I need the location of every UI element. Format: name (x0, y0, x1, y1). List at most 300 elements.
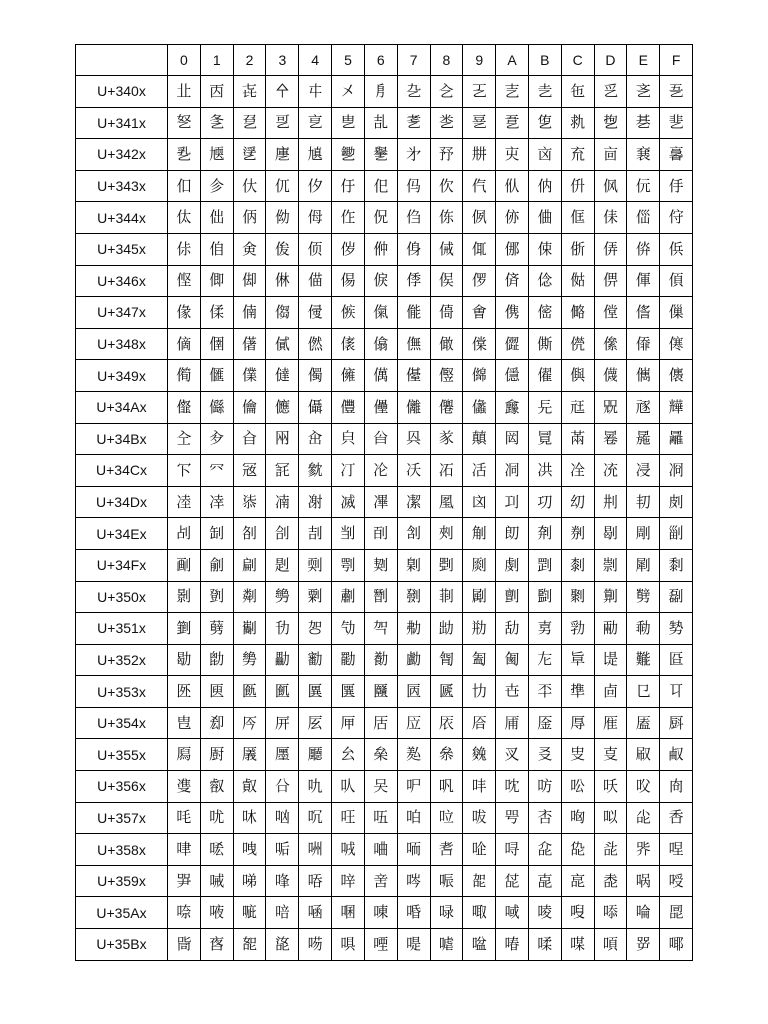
glyph-cell: 㑏 (660, 202, 693, 234)
glyph-cell: 㓢 (233, 518, 266, 550)
glyph-cell: 㖿 (660, 929, 693, 961)
glyph-cell: 㐄 (299, 76, 332, 108)
glyph-cell: 㖕 (332, 865, 365, 897)
glyph-cell: 㒗 (397, 360, 430, 392)
glyph-cell: 㑋 (528, 202, 561, 234)
glyph-cell: 㖉 (463, 834, 496, 866)
table-row (76, 739, 693, 771)
row-header: U+348x (76, 328, 168, 360)
glyph-cell: 㒭 (594, 391, 627, 423)
glyph-cell: 㖐 (168, 865, 201, 897)
row-header: U+345x (76, 233, 168, 265)
glyph-cell: 㕀 (168, 707, 201, 739)
glyph-cell: 㒪 (496, 391, 529, 423)
glyph-cell: 㖰 (168, 929, 201, 961)
glyph-cell: 㑠 (168, 265, 201, 297)
glyph-cell: 㔘 (430, 613, 463, 645)
glyph-cell: 㒟 (660, 360, 693, 392)
table-row (76, 707, 693, 739)
column-header-row (76, 45, 693, 76)
row-header: U+34Ex (76, 518, 168, 550)
glyph-cell: 㖪 (496, 897, 529, 929)
glyph-cell: 㔟 (660, 613, 693, 645)
glyph-cell: 㔾 (627, 676, 660, 708)
table-row (76, 202, 693, 234)
glyph-cell: 㕜 (561, 739, 594, 771)
glyph-cell: 㔆 (364, 581, 397, 613)
glyph-cell: 㖆 (364, 834, 397, 866)
glyph-cell: 㐑 (200, 107, 233, 139)
glyph-cell: 㐷 (397, 170, 430, 202)
table-row (76, 423, 693, 455)
glyph-cell: 㐼 (561, 170, 594, 202)
glyph-cell: 㓮 (627, 518, 660, 550)
glyph-cell: 㑐 (168, 233, 201, 265)
glyph-cell: 㒕 (332, 360, 365, 392)
glyph-cell: 㔸 (430, 676, 463, 708)
glyph-cell: 㓶 (364, 549, 397, 581)
glyph-cell: 㑄 (299, 202, 332, 234)
glyph-cell: 㒯 (660, 391, 693, 423)
glyph-cell: 㖋 (528, 834, 561, 866)
glyph-cell: 㐠 (168, 139, 201, 171)
glyph-cell: 㖽 (594, 929, 627, 961)
glyph-cell: 㓓 (266, 486, 299, 518)
glyph-cell: 㖂 (233, 834, 266, 866)
glyph-cell: 㕄 (299, 707, 332, 739)
glyph-cell: 㐭 (594, 139, 627, 171)
glyph-cell: 㖁 (200, 834, 233, 866)
row-header: U+359x (76, 865, 168, 897)
glyph-cell: 㔥 (332, 644, 365, 676)
glyph-cell: 㑲 (233, 297, 266, 329)
glyph-cell: 㓳 (266, 549, 299, 581)
glyph-cell: 㕵 (332, 802, 365, 834)
glyph-cell: 㒎 (627, 328, 660, 360)
glyph-cell: 㐌 (561, 76, 594, 108)
glyph-cell: 㖥 (332, 897, 365, 929)
glyph-cell: 㐴 (299, 170, 332, 202)
glyph-cell: 㔍 (594, 581, 627, 613)
glyph-cell: 㖹 (463, 929, 496, 961)
glyph-cell: 㔝 (594, 613, 627, 645)
glyph-cell: 㒄 (299, 328, 332, 360)
glyph-cell: 㑔 (299, 233, 332, 265)
glyph-cell: 㓂 (233, 455, 266, 487)
glyph-cell: 㓍 (594, 455, 627, 487)
glyph-cell: 㔬 (561, 644, 594, 676)
glyph-cell: 㔭 (594, 644, 627, 676)
glyph-cell: 㕏 (660, 707, 693, 739)
glyph-cell: 㖸 (430, 929, 463, 961)
table-row (76, 391, 693, 423)
glyph-cell: 㕒 (233, 739, 266, 771)
glyph-cell: 㐺 (496, 170, 529, 202)
glyph-cell: 㖄 (299, 834, 332, 866)
glyph-cell: 㕫 (528, 771, 561, 803)
glyph-cell: 㒐 (168, 360, 201, 392)
glyph-cell: 㓾 (627, 549, 660, 581)
glyph-cell: 㓇 (397, 455, 430, 487)
glyph-cell: 㒽 (594, 423, 627, 455)
row-header: U+354x (76, 707, 168, 739)
glyph-cell: 㐐 (168, 107, 201, 139)
glyph-cell: 㖯 (660, 897, 693, 929)
glyph-cell: 㓖 (364, 486, 397, 518)
glyph-cell: 㓥 (332, 518, 365, 550)
glyph-cell: 㒺 (496, 423, 529, 455)
column-header: 3 (266, 45, 299, 76)
glyph-cell: 㔹 (463, 676, 496, 708)
glyph-cell: 㓒 (233, 486, 266, 518)
glyph-cell: 㐨 (430, 139, 463, 171)
glyph-cell: 㑯 (660, 265, 693, 297)
table-row (76, 802, 693, 834)
glyph-cell: 㐛 (528, 107, 561, 139)
glyph-cell: 㓅 (332, 455, 365, 487)
column-header: F (660, 45, 693, 76)
glyph-cell: 㑒 (233, 233, 266, 265)
glyph-cell: 㑷 (397, 297, 430, 329)
glyph-cell: 㖖 (364, 865, 397, 897)
glyph-cell: 㔈 (430, 581, 463, 613)
glyph-cell: 㐵 (332, 170, 365, 202)
glyph-cell: 㐀 (168, 76, 201, 108)
glyph-cell: 㔙 (463, 613, 496, 645)
glyph-cell: 㔞 (627, 613, 660, 645)
glyph-cell: 㐽 (594, 170, 627, 202)
glyph-cell: 㕌 (561, 707, 594, 739)
row-header: U+34Ax (76, 391, 168, 423)
glyph-cell: 㖠 (168, 897, 201, 929)
glyph-cell: 㖢 (233, 897, 266, 929)
glyph-cell: 㒲 (233, 423, 266, 455)
glyph-cell: 㒚 (496, 360, 529, 392)
glyph-cell: 㖺 (496, 929, 529, 961)
table-row (76, 360, 693, 392)
glyph-cell: 㔒 (233, 613, 266, 645)
glyph-cell: 㖊 (496, 834, 529, 866)
glyph-cell: 㒖 (364, 360, 397, 392)
row-header: U+34Fx (76, 549, 168, 581)
table-row (76, 139, 693, 171)
glyph-cell: 㖞 (627, 865, 660, 897)
glyph-cell: 㖾 (627, 929, 660, 961)
glyph-cell: 㕝 (594, 739, 627, 771)
glyph-cell: 㕣 (266, 771, 299, 803)
glyph-cell: 㔎 (627, 581, 660, 613)
glyph-cell: 㕬 (561, 771, 594, 803)
table-row (76, 76, 693, 108)
glyph-cell: 㔂 (233, 581, 266, 613)
glyph-cell: 㔔 (299, 613, 332, 645)
glyph-cell: 㓩 (463, 518, 496, 550)
glyph-cell: 㓄 (299, 455, 332, 487)
row-header: U+347x (76, 297, 168, 329)
glyph-cell: 㐮 (627, 139, 660, 171)
glyph-cell: 㐔 (299, 107, 332, 139)
column-header: D (594, 45, 627, 76)
glyph-cell: 㕱 (200, 802, 233, 834)
glyph-cell: 㓤 (299, 518, 332, 550)
glyph-cell: 㐆 (364, 76, 397, 108)
column-header: A (496, 45, 529, 76)
glyph-cell: 㔚 (496, 613, 529, 645)
glyph-cell: 㐳 (266, 170, 299, 202)
glyph-cell: 㔺 (496, 676, 529, 708)
glyph-cell: 㕗 (397, 739, 430, 771)
glyph-cell: 㓁 (200, 455, 233, 487)
glyph-cell: 㖅 (332, 834, 365, 866)
glyph-cell: 㖀 (168, 834, 201, 866)
row-header: U+34Bx (76, 423, 168, 455)
glyph-cell: 㕨 (430, 771, 463, 803)
glyph-cell: 㒬 (561, 391, 594, 423)
row-header: U+34Dx (76, 486, 168, 518)
glyph-cell: 㔅 (332, 581, 365, 613)
glyph-cell: 㓲 (233, 549, 266, 581)
glyph-cell: 㓞 (627, 486, 660, 518)
column-header: 9 (463, 45, 496, 76)
glyph-cell: 㕯 (660, 771, 693, 803)
glyph-cell: 㓑 (200, 486, 233, 518)
glyph-cell: 㖮 (627, 897, 660, 929)
glyph-cell: 㐅 (332, 76, 365, 108)
glyph-cell: 㑗 (397, 233, 430, 265)
glyph-cell: 㖷 (397, 929, 430, 961)
glyph-cell: 㖻 (528, 929, 561, 961)
glyph-cell: 㐍 (594, 76, 627, 108)
glyph-cell: 㔱 (200, 676, 233, 708)
column-header: 0 (168, 45, 201, 76)
table-row (76, 865, 693, 897)
row-header: U+350x (76, 581, 168, 613)
glyph-cell: 㔌 (561, 581, 594, 613)
glyph-cell: 㕃 (266, 707, 299, 739)
glyph-cell: 㑀 (168, 202, 201, 234)
column-header: B (528, 45, 561, 76)
glyph-cell: 㕟 (660, 739, 693, 771)
glyph-cell: 㓴 (299, 549, 332, 581)
glyph-cell: 㕍 (594, 707, 627, 739)
glyph-cell: 㐿 (660, 170, 693, 202)
row-header: U+355x (76, 739, 168, 771)
glyph-cell: 㔲 (233, 676, 266, 708)
glyph-cell: 㔗 (397, 613, 430, 645)
glyph-cell: 㖗 (397, 865, 430, 897)
glyph-cell: 㒳 (266, 423, 299, 455)
glyph-cell: 㓉 (463, 455, 496, 487)
glyph-cell: 㓧 (397, 518, 430, 550)
glyph-cell: 㕘 (430, 739, 463, 771)
glyph-cell: 㓣 (266, 518, 299, 550)
row-header: U+342x (76, 139, 168, 171)
glyph-cell: 㖎 (627, 834, 660, 866)
glyph-cell: 㒴 (299, 423, 332, 455)
glyph-cell: 㕉 (463, 707, 496, 739)
glyph-cell: 㔷 (397, 676, 430, 708)
glyph-cell: 㑧 (397, 265, 430, 297)
glyph-cell: 㐊 (496, 76, 529, 108)
glyph-cell: 㐫 (528, 139, 561, 171)
glyph-cell: 㕳 (266, 802, 299, 834)
table-row (76, 676, 693, 708)
glyph-cell: 㒸 (430, 423, 463, 455)
glyph-cell: 㐓 (266, 107, 299, 139)
row-header: U+351x (76, 613, 168, 645)
table-row (76, 771, 693, 803)
glyph-cell: 㖳 (266, 929, 299, 961)
glyph-cell: 㑩 (463, 265, 496, 297)
glyph-cell: 㕲 (233, 802, 266, 834)
glyph-cell: 㓗 (397, 486, 430, 518)
table-row (76, 486, 693, 518)
glyph-cell: 㑚 (496, 233, 529, 265)
glyph-cell: 㒵 (332, 423, 365, 455)
glyph-cell: 㓏 (660, 455, 693, 487)
glyph-cell: 㓪 (496, 518, 529, 550)
glyph-cell: 㓆 (364, 455, 397, 487)
glyph-cell: 㓜 (561, 486, 594, 518)
glyph-cell: 㒱 (200, 423, 233, 455)
glyph-cell: 㒏 (660, 328, 693, 360)
glyph-cell: 㒈 (430, 328, 463, 360)
glyph-cell: 㖈 (430, 834, 463, 866)
glyph-cell: 㑙 (463, 233, 496, 265)
glyph-cell: 㐪 (496, 139, 529, 171)
table-row (76, 644, 693, 676)
glyph-cell: 㐩 (463, 139, 496, 171)
glyph-cell: 㐘 (430, 107, 463, 139)
row-header: U+35Bx (76, 929, 168, 961)
glyph-cell: 㐚 (496, 107, 529, 139)
glyph-cell: 㒨 (430, 391, 463, 423)
glyph-cell: 㑜 (561, 233, 594, 265)
glyph-cell: 㒰 (168, 423, 201, 455)
glyph-cell: 㔁 (200, 581, 233, 613)
table-row (76, 170, 693, 202)
table-row (76, 455, 693, 487)
glyph-cell: 㔃 (266, 581, 299, 613)
glyph-cell: 㔕 (332, 613, 365, 645)
glyph-cell: 㖝 (594, 865, 627, 897)
glyph-cell: 㑃 (266, 202, 299, 234)
glyph-cell: 㐕 (332, 107, 365, 139)
glyph-cell: 㕶 (364, 802, 397, 834)
glyph-cell: 㒹 (463, 423, 496, 455)
table-row (76, 328, 693, 360)
row-header: U+343x (76, 170, 168, 202)
glyph-cell: 㕞 (627, 739, 660, 771)
glyph-cell: 㓠 (168, 518, 201, 550)
table-row (76, 613, 693, 645)
glyph-cell: 㕈 (430, 707, 463, 739)
glyph-cell: 㒊 (496, 328, 529, 360)
column-header: 1 (200, 45, 233, 76)
row-header: U+356x (76, 771, 168, 803)
glyph-cell: 㔻 (528, 676, 561, 708)
glyph-cell: 㔉 (463, 581, 496, 613)
glyph-cell: 㐙 (463, 107, 496, 139)
glyph-cell: 㕩 (463, 771, 496, 803)
glyph-cell: 㑣 (266, 265, 299, 297)
glyph-cell: 㒮 (627, 391, 660, 423)
glyph-cell: 㒇 (397, 328, 430, 360)
glyph-cell: 㔖 (364, 613, 397, 645)
glyph-cell: 㑦 (364, 265, 397, 297)
glyph-cell: 㖦 (364, 897, 397, 929)
glyph-cell: 㖧 (397, 897, 430, 929)
glyph-cell: 㑴 (299, 297, 332, 329)
glyph-cell: 㓟 (660, 486, 693, 518)
glyph-cell: 㑓 (266, 233, 299, 265)
glyph-cell: 㓽 (594, 549, 627, 581)
glyph-cell: 㑝 (594, 233, 627, 265)
glyph-cell: 㖙 (463, 865, 496, 897)
glyph-cell: 㓱 (200, 549, 233, 581)
glyph-cell: 㒞 (627, 360, 660, 392)
glyph-cell: 㑘 (430, 233, 463, 265)
glyph-cell: 㖚 (496, 865, 529, 897)
glyph-cell: 㔰 (168, 676, 201, 708)
glyph-cell: 㕋 (528, 707, 561, 739)
glyph-cell: 㕷 (397, 802, 430, 834)
glyph-cell: 㑉 (463, 202, 496, 234)
column-header: 4 (299, 45, 332, 76)
glyph-cell: 㒁 (200, 328, 233, 360)
glyph-cell: 㒢 (233, 391, 266, 423)
glyph-cell: 㓷 (397, 549, 430, 581)
glyph-cell: 㕚 (496, 739, 529, 771)
glyph-cell: 㓝 (594, 486, 627, 518)
glyph-cell: 㓘 (430, 486, 463, 518)
glyph-cell: 㖨 (430, 897, 463, 929)
column-header: E (627, 45, 660, 76)
glyph-cell: 㒠 (168, 391, 201, 423)
glyph-cell: 㑕 (332, 233, 365, 265)
glyph-cell: 㖘 (430, 865, 463, 897)
glyph-cell: 㐹 (463, 170, 496, 202)
glyph-cell: 㑳 (266, 297, 299, 329)
glyph-cell: 㑵 (332, 297, 365, 329)
glyph-cell: 㐞 (627, 107, 660, 139)
glyph-cell: 㓎 (627, 455, 660, 487)
glyph-cell: 㐲 (233, 170, 266, 202)
glyph-cell: 㐎 (627, 76, 660, 108)
glyph-cell: 㖛 (528, 865, 561, 897)
glyph-cell: 㐂 (233, 76, 266, 108)
glyph-cell: 㓕 (332, 486, 365, 518)
glyph-cell: 㒦 (364, 391, 397, 423)
glyph-cell: 㖼 (561, 929, 594, 961)
glyph-cell: 㑌 (561, 202, 594, 234)
glyph-cell: 㕅 (332, 707, 365, 739)
column-header: 5 (332, 45, 365, 76)
glyph-cell: 㑁 (200, 202, 233, 234)
glyph-cell: 㔶 (364, 676, 397, 708)
glyph-cell: 㒋 (528, 328, 561, 360)
corner-cell (76, 45, 168, 76)
row-header: U+353x (76, 676, 168, 708)
glyph-cell: 㕼 (561, 802, 594, 834)
glyph-cell: 㐥 (332, 139, 365, 171)
glyph-cell: 㕧 (397, 771, 430, 803)
glyph-cell: 㓫 (528, 518, 561, 550)
glyph-cell: 㒡 (200, 391, 233, 423)
glyph-cell: 㓿 (660, 549, 693, 581)
glyph-cell: 㒙 (463, 360, 496, 392)
glyph-cell: 㔫 (528, 644, 561, 676)
